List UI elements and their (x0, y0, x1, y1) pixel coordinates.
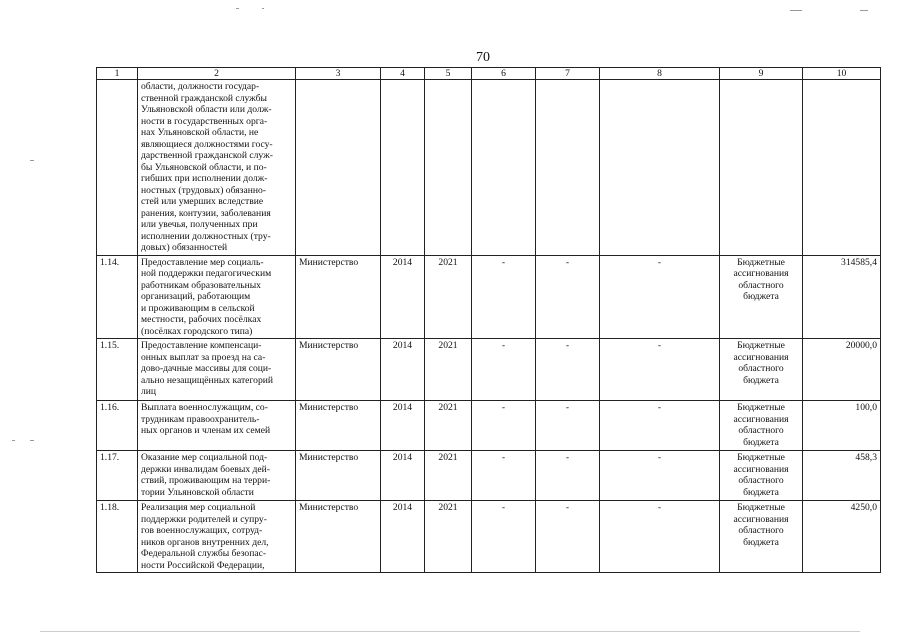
funding-source-line: областного (738, 525, 784, 536)
column-header-6: 6 (472, 68, 536, 80)
description-line: ников органов внутренних дел, (141, 536, 269, 548)
measure-description (138, 501, 296, 573)
description-line: Предоставление компенсаци- (141, 340, 262, 351)
column-8-value: - (600, 255, 720, 339)
item-number: 1.18. (97, 501, 138, 573)
executor (296, 80, 381, 256)
funding-source-line: ассигнования (733, 351, 789, 363)
column-header-10: 10 (803, 68, 881, 80)
description-line: ности Российской Федерации, (141, 559, 265, 571)
description-line: Выплата военнослужащим, со- (141, 402, 268, 413)
column-7-value: - (536, 339, 600, 401)
description-line: держки инвалидам боевых дей- (141, 463, 270, 475)
funding-source (720, 501, 803, 573)
description-line: трудникам правоохранитель- (141, 413, 260, 425)
measure-description (138, 339, 296, 401)
funding-source-line: ассигнования (733, 413, 789, 425)
description-line: являющиеся должностями госу- (141, 138, 273, 150)
column-8-value: - (600, 451, 720, 501)
description-line: нах Ульяновской области, не (141, 127, 259, 138)
item-number (97, 80, 138, 256)
measures-table (96, 67, 881, 573)
description-line: ранения, контузии, заболевания (141, 207, 271, 219)
description-line: дарственной гражданской служ- (141, 150, 273, 161)
start-year: 2014 (381, 501, 425, 573)
funding-source-line: бюджета (743, 486, 779, 498)
end-year: 2021 (425, 339, 472, 401)
column-header-8: 8 (600, 68, 720, 80)
column-header-1: 1 (97, 68, 138, 80)
table-row (97, 255, 881, 339)
description-line: довых) обязанностей (141, 242, 228, 253)
description-line: области, должности государ- (141, 81, 260, 92)
funding-source (720, 80, 803, 256)
description-line: местности, рабочих посёлках (141, 314, 262, 325)
measure-description (138, 451, 296, 501)
funding-source-line: ассигнования (733, 513, 789, 525)
start-year: 2014 (381, 401, 425, 451)
column-6-value: - (472, 339, 536, 401)
end-year: 2021 (425, 501, 472, 573)
description-line: исполнении должностных (тру- (141, 230, 271, 242)
description-line: Реализация мер социальной (141, 502, 256, 513)
description-line: (посёлках городского типа) (141, 325, 253, 337)
table-row (97, 80, 881, 256)
funding-source-line: областного (738, 363, 784, 374)
funding-amount (803, 80, 881, 256)
funding-source (720, 401, 803, 451)
description-line: ной поддержки педагогическим (141, 268, 272, 279)
end-year: 2021 (425, 451, 472, 501)
end-year (425, 80, 472, 256)
funding-source (720, 255, 803, 339)
description-line: ственной гражданской службы (141, 92, 267, 104)
funding-source-line: бюджета (743, 291, 779, 302)
column-8-value (600, 80, 720, 256)
description-line: ностных (трудовых) обязанно- (141, 184, 266, 196)
description-line: бы Ульяновской области, и по- (141, 161, 267, 173)
end-year: 2021 (425, 401, 472, 451)
item-number: 1.17. (97, 451, 138, 501)
column-6-value: - (472, 255, 536, 339)
funding-source (720, 339, 803, 401)
description-line: гов военнослужащих, сотруд- (141, 525, 263, 536)
funding-source-line: ассигнования (733, 268, 789, 279)
funding-source-line: бюджета (743, 436, 779, 448)
description-line: лиц (141, 386, 157, 397)
start-year: 2014 (381, 339, 425, 401)
executor: Министерство (296, 401, 381, 451)
table-row (97, 451, 881, 501)
funding-source-line: областного (738, 425, 784, 436)
executor: Министерство (296, 451, 381, 501)
funding-source-line: Бюджетные (737, 502, 785, 513)
column-6-value (472, 80, 536, 256)
column-7-value: - (536, 255, 600, 339)
column-header-9: 9 (720, 68, 803, 80)
measure-description (138, 255, 296, 339)
funding-amount: 458,3 (803, 451, 881, 501)
description-line: ности в государственных орга- (141, 115, 268, 127)
page-number: 70 (476, 50, 490, 65)
funding-source-line: Бюджетные (737, 340, 785, 351)
description-line: дово-дачные массивы для соци- (141, 363, 272, 374)
description-line: поддержки родителей и супру- (141, 513, 267, 525)
executor: Министерство (296, 255, 381, 339)
column-6-value: - (472, 401, 536, 451)
description-line: Оказание мер социальной под- (141, 452, 268, 463)
column-header-4: 4 (381, 68, 425, 80)
funding-amount: 100,0 (803, 401, 881, 451)
column-7-value: - (536, 451, 600, 501)
column-6-value: - (472, 501, 536, 573)
item-number: 1.14. (97, 255, 138, 339)
funding-source-line: областного (738, 279, 784, 291)
funding-source-line: Бюджетные (737, 402, 785, 413)
funding-source-line: бюджета (743, 374, 779, 386)
description-line: или увечья, полученных при (141, 219, 258, 230)
column-8-value: - (600, 501, 720, 573)
column-header-7: 7 (536, 68, 600, 80)
description-line: стей или умерших вследствие (141, 196, 264, 207)
column-8-value: - (600, 339, 720, 401)
funding-amount: 20000,0 (803, 339, 881, 401)
column-header-2: 2 (138, 68, 296, 80)
description-line: ально незащищённых категорий (141, 374, 274, 386)
table-row (97, 401, 881, 451)
description-line: онных выплат за проезд на са- (141, 351, 266, 363)
funding-source-line: бюджета (743, 536, 779, 548)
description-line: ных органов и членам их семей (141, 425, 271, 436)
column-7-value: - (536, 401, 600, 451)
funding-source (720, 451, 803, 501)
start-year (381, 80, 425, 256)
end-year: 2021 (425, 255, 472, 339)
table-row (97, 339, 881, 401)
measure-description (138, 80, 296, 256)
executor: Министерство (296, 501, 381, 573)
description-line: работникам образовательных (141, 279, 261, 291)
description-line: ствий, проживающим на терри- (141, 475, 271, 486)
column-7-value: - (536, 501, 600, 573)
description-line: Федеральной службы безопас- (141, 548, 267, 559)
column-header-5: 5 (425, 68, 472, 80)
executor: Министерство (296, 339, 381, 401)
description-line: Предоставление мер социаль- (141, 256, 264, 268)
column-8-value: - (600, 401, 720, 451)
funding-source-line: Бюджетные (737, 256, 785, 268)
start-year: 2014 (381, 451, 425, 501)
description-line: Ульяновской области или долж- (141, 104, 272, 115)
start-year: 2014 (381, 255, 425, 339)
funding-amount: 4250,0 (803, 501, 881, 573)
description-line: организаций, работающим (141, 291, 251, 302)
funding-amount: 314585,4 (803, 255, 881, 339)
funding-source-line: Бюджетные (737, 452, 785, 463)
description-line: и проживающим в сельской (141, 302, 255, 314)
funding-source-line: областного (738, 475, 784, 486)
column-6-value: - (472, 451, 536, 501)
description-line: гибших при исполнении долж- (141, 173, 268, 184)
item-number: 1.15. (97, 339, 138, 401)
column-header-3: 3 (296, 68, 381, 80)
header-row (97, 68, 881, 80)
table-row (97, 501, 881, 573)
description-line: тории Ульяновской области (141, 486, 254, 498)
funding-source-line: ассигнования (733, 463, 789, 475)
item-number: 1.16. (97, 401, 138, 451)
column-7-value (536, 80, 600, 256)
measure-description (138, 401, 296, 451)
